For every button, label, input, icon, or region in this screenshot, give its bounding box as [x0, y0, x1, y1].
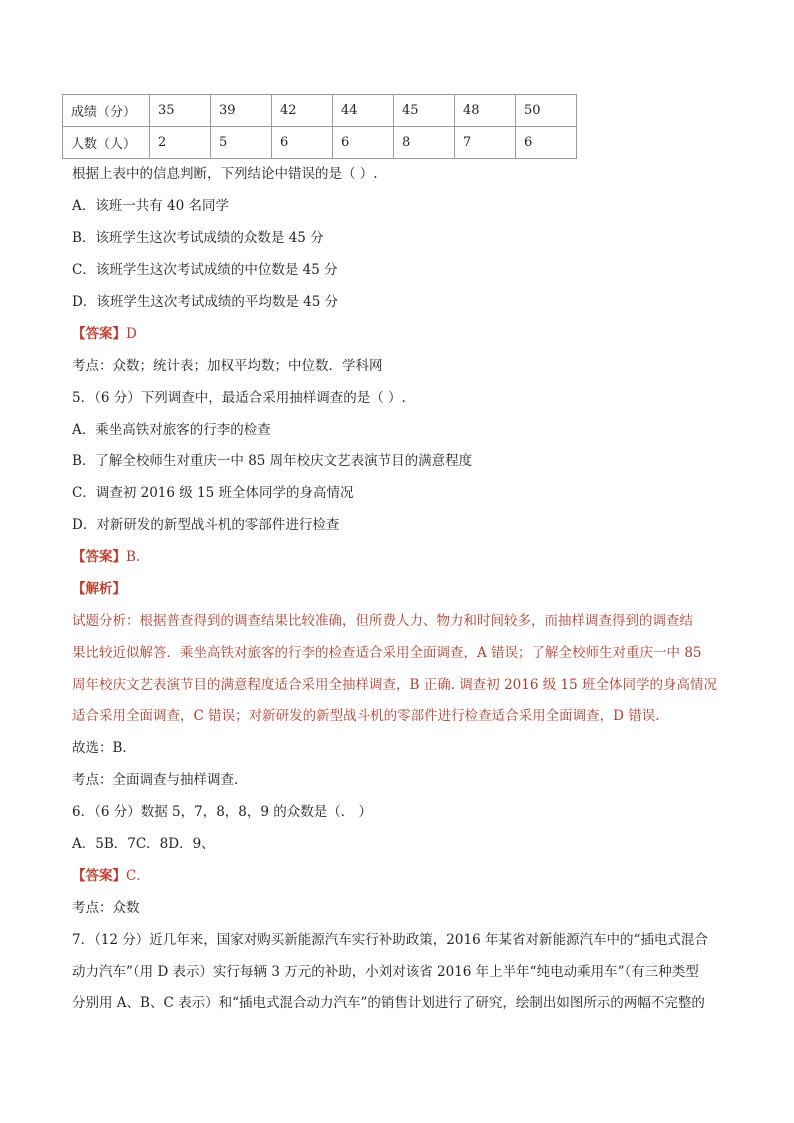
q5-stem: 5．（6 分）下列调查中，最适合采用抽样调查的是（ ）.	[72, 390, 406, 406]
q6-options: A．5B．7C．8D．9、	[72, 836, 215, 852]
count-row	[63, 127, 577, 159]
count-cell: 2	[150, 127, 211, 159]
q5-option-b: B．了解全校师生对重庆一中 85 周年校庆文艺表演节目的满意程度	[72, 453, 473, 469]
count-cell: 8	[394, 127, 455, 159]
score-cell: 35	[150, 95, 211, 127]
score-header-cell: 成绩（分）	[63, 95, 150, 127]
score-cell: 44	[333, 95, 394, 127]
q4-option-c: C．该班学生这次考试成绩的中位数是 45 分	[72, 262, 338, 278]
score-table	[62, 94, 577, 159]
answer-value: B.	[126, 549, 141, 565]
count-cell: 6	[272, 127, 333, 159]
q6-stem: 6．（6 分）数据 5，7，8，8，9 的众数是（． ）	[72, 804, 373, 820]
q5-points: 考点：全面调查与抽样调查．	[72, 772, 248, 788]
q6-points: 考点：众数	[72, 900, 140, 916]
q5-option-c: C．调查初 2016 级 15 班全体同学的身高情况	[72, 485, 354, 501]
q7-line: 7．（12 分）近几年来，国家对购买新能源汽车实行补助政策，2016 年某省对新能源汽车中的“插电式混合	[72, 932, 708, 948]
q7-line: 动力汽车”（用 D 表示）实行每辆 3 万元的补助，小刘对该省 2016 年上半年“纯电动乘用车”（有三种类型	[72, 964, 699, 980]
q4-option-d: D．该班学生这次考试成绩的平均数是 45 分	[72, 294, 339, 310]
answer-label: 【答案】	[72, 868, 126, 884]
score-cell: 50	[516, 95, 577, 127]
q5-analysis-line: 适合采用全面调查，C 错误；对新研发的新型战斗机的零部件进行检查适合采用全面调查，D 错误.	[72, 708, 660, 724]
count-cell: 6	[333, 127, 394, 159]
answer-label: 【答案】	[72, 326, 126, 342]
q5-answer	[72, 548, 752, 566]
q7-line: 分别用 A、B、C 表示）和“插电式混合动力汽车”的销售计划进行了研究，绘制出如图所示的两幅不完整的	[72, 995, 705, 1011]
answer-label: 【答案】	[72, 549, 126, 565]
q4-option-a: A．该班一共有 40 名同学	[72, 198, 230, 214]
count-cell: 6	[516, 127, 577, 159]
q5-option-a: A．乘坐高铁对旅客的行李的检查	[72, 422, 271, 438]
q5-analysis-line: 试题分析：根据普查得到的调查结果比较准确，但所费人力、物力和时间较多，而抽样调查得到的调查结	[72, 613, 693, 629]
q4-option-b: B．该班学生这次考试成绩的众数是 45 分	[72, 230, 324, 246]
count-cell: 7	[455, 127, 516, 159]
q5-analysis-line: 周年校庆文艺表演节目的满意程度适合采用全抽样调查，B 正确. 调查初 2016 级 15 班全体同学的身高情况	[72, 677, 717, 693]
score-row	[63, 95, 577, 127]
q4-prompt: 根据上表中的信息判断，下列结论中错误的是（ ）.	[72, 166, 378, 182]
score-cell: 45	[394, 95, 455, 127]
q4-points: 考点：众数；统计表；加权平均数；中位数．学科网	[72, 358, 383, 374]
score-cell: 48	[455, 95, 516, 127]
q5-choose: 故选：B．	[72, 740, 136, 756]
q5-analysis-label: 【解析】	[72, 581, 126, 597]
q5-option-d: D．对新研发的新型战斗机的零部件进行检查	[72, 517, 340, 533]
answer-value: D	[126, 326, 137, 342]
q6-answer	[72, 867, 752, 885]
score-cell: 39	[211, 95, 272, 127]
answer-value: C．	[126, 868, 150, 884]
q5-analysis-line: 果比较近似解答．乘坐高铁对旅客的行李的检查适合采用全面调查，A 错误；了解全校师生对重庆一中 85	[72, 645, 702, 661]
count-header-cell: 人数（人）	[63, 127, 150, 159]
q4-answer	[72, 325, 752, 343]
score-cell: 42	[272, 95, 333, 127]
count-cell: 5	[211, 127, 272, 159]
